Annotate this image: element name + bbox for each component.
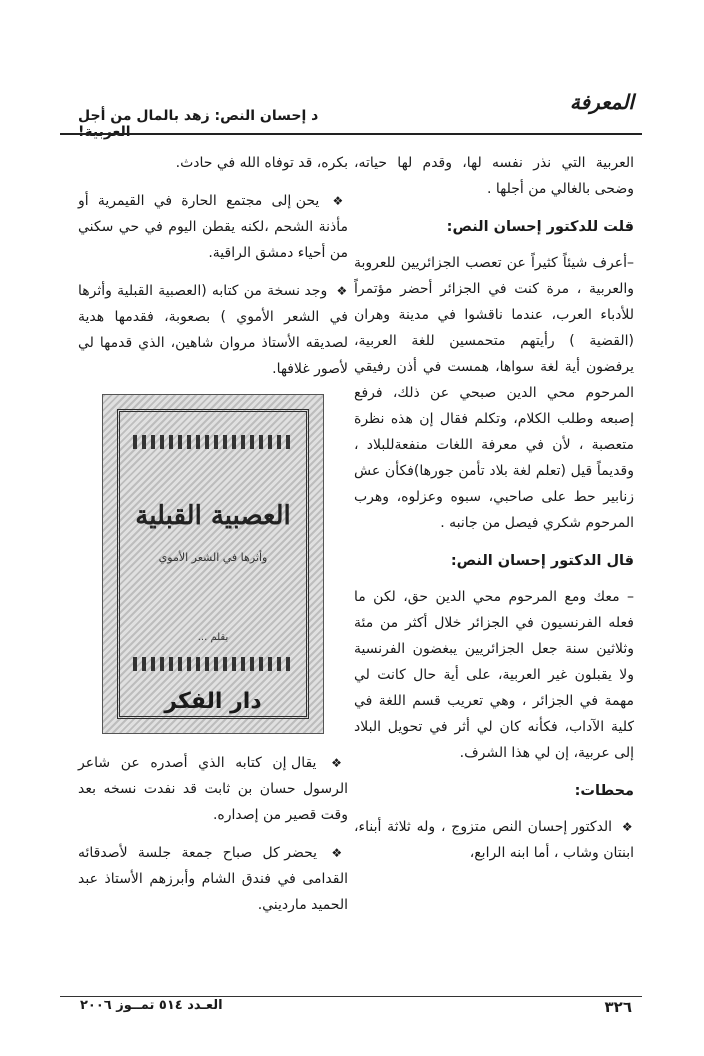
page-number: ٣٢٦ xyxy=(604,998,632,1016)
cover-title: العصبية القبلية xyxy=(135,501,291,531)
bullet-icon: ❖ xyxy=(331,846,348,860)
header-divider xyxy=(60,133,642,135)
bullet-text: الدكتور إحسان النص متزوج ، وله ثلاثة أبناء، ابنتان وشاب ، أما ابنه الرابع، xyxy=(354,819,634,861)
body-paragraph: –أعرف شيئاً كثيراً عن تعصب الجزائريين للعروبة والعربية ، مرة كنت في الجزائر أحضر مؤتمراً للأدباء العرب، عندما ناقشوا في مدينة وهران (القضية ) رأيتهم متحمسين للغة العربية، يرفضون أية لغة سواها، همست في أذن رفيقي المرحوم محي الدين صبحي عن ذلك، فرفع إصبعه وطلب الكلام، وتكلم فقال إن هذه نظرة متعصبة ، لأن في معرفة اللغات منفعةللبلاد ، وقديماً قيل (تعلم لغة بلاد تأمن جورها)فكأن عش زنابير حط على صاحبي، سبوه وعزلوه، وهرب المرحوم شكري فيصل من جانبه . xyxy=(354,255,634,531)
bullet-icon: ❖ xyxy=(331,756,349,770)
magazine-logo: المعرفة xyxy=(569,90,634,114)
section-heading: قلت للدكتور إحسان النص: xyxy=(446,219,634,235)
footer-divider xyxy=(60,996,642,997)
bullet-item xyxy=(78,188,348,266)
bullet-text: وجد نسخة من كتابه (العصبية القبلية وأثرها في الشعر الأموي ) بصعوبة، فقدمها هدية لصديقه الأستاذ مروان شاهين، الذي قدمها لي لأصور غلافها. xyxy=(78,283,348,377)
section-heading: محطات: xyxy=(574,783,634,799)
bullet-icon: ❖ xyxy=(332,194,349,208)
intro-paragraph: العربية التي نذر نفسه لها، وقدم لها حياته، وضحى بالغالي من أجلها . xyxy=(354,155,634,197)
left-column xyxy=(78,150,348,930)
cover-ornament xyxy=(133,657,293,671)
bullet-item xyxy=(78,750,348,828)
bullet-icon: ❖ xyxy=(621,820,634,834)
cover-subtitle: وأثرها في الشعر الأموي xyxy=(158,551,268,564)
bullet-icon: ❖ xyxy=(336,284,348,298)
section-heading: قال الدكتور إحسان النص: xyxy=(450,553,634,569)
bullet-text: يقال إن كتابه الذي أصدره عن شاعر الرسول حسان بن ثابت قد نفدت نسخه بعد وقت قصير من إصداره. xyxy=(78,755,348,823)
bullet-item xyxy=(354,814,634,866)
bullet-text: يحضر كل صباح جمعة جلسة لأصدقائه القدامى في فندق الشام وأبرزهم الأستاذ عبد الحميد مارديني. xyxy=(78,845,348,913)
cover-author: بقلم ... xyxy=(197,632,229,643)
book-cover-image xyxy=(102,394,324,734)
bullet-item xyxy=(78,278,348,382)
body-paragraph: – معك ومع المرحوم محي الدين حق، لكن ما فعله الفرنسيون في الجزائر خلال أكثر من مئة وثلاثين سنة جعل الجزائريين يبغضون الفرنسية ولا يقبلون غير العربية، على أية حال كانت لي مهمة في الجزائر ، وهي تعريب قسم اللغة في كلية الآداب، فكأنه كان لي أثر في تحويل البلاد إلى عربية، إن لي هذا الشرف. xyxy=(354,589,634,761)
cover-publisher: دار الفكر xyxy=(164,689,262,714)
bullet-text: يحن إلى مجتمع الحارة في القيمرية أو مأذنة الشحم ،لكنه يقطن اليوم في حي سكني من أحياء دمشق الراقية. xyxy=(78,193,348,261)
cover-ornament xyxy=(133,435,293,449)
running-head: د إحسان النص: زهد بالمال من أجل العربية! xyxy=(78,108,319,140)
bullet-item xyxy=(78,840,348,918)
right-column xyxy=(354,150,634,878)
issue-info: العـدد ٥١٤ تمــوز ٢٠٠٦ xyxy=(80,998,223,1013)
body-paragraph: بكره، قد توفاه الله في حادث. xyxy=(175,155,348,171)
